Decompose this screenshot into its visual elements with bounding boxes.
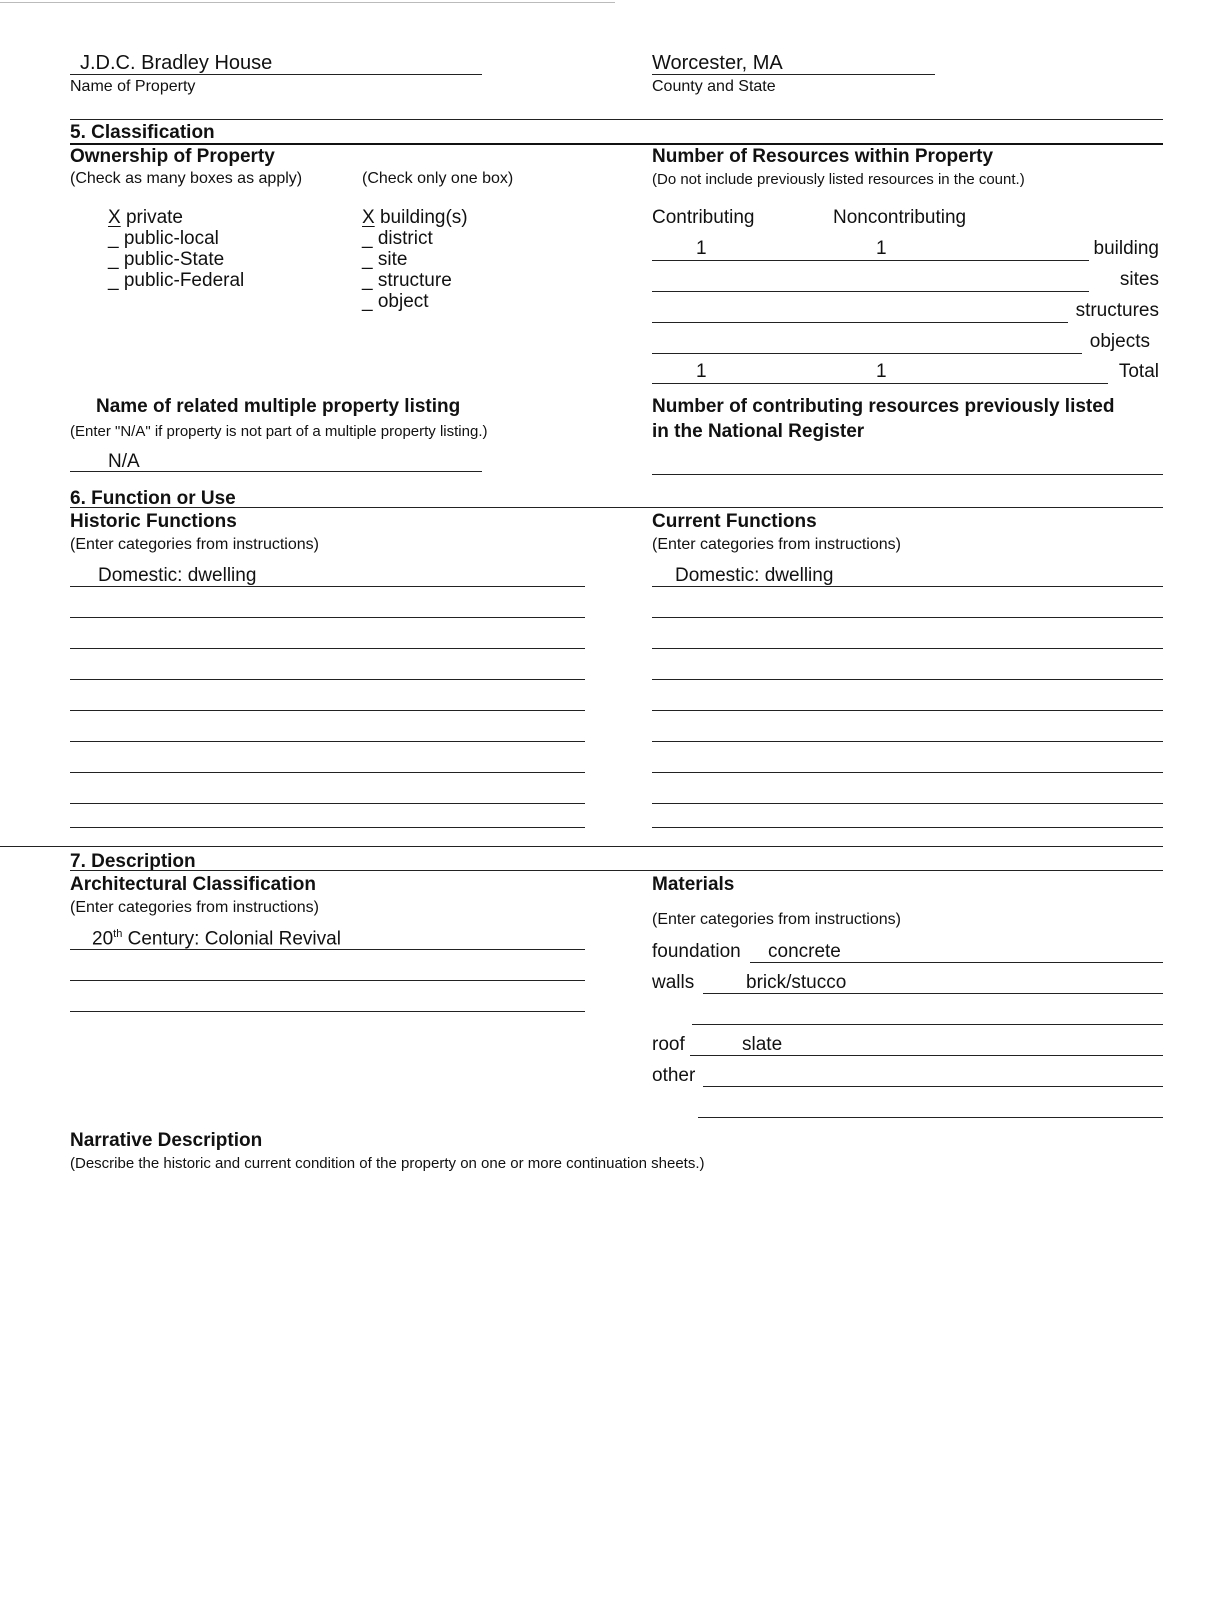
arch-value-text: Century: Colonial Revival xyxy=(122,928,341,950)
category-option-site[interactable] xyxy=(362,249,407,271)
current-functions-title: Current Functions xyxy=(652,511,817,532)
option-label: private xyxy=(125,207,183,228)
building-label: building xyxy=(1093,238,1159,259)
roof-label: roof xyxy=(652,1034,685,1055)
current-line xyxy=(652,617,1163,618)
option-label: public-Federal xyxy=(123,270,245,291)
arch-classification-note: (Enter categories from instructions) xyxy=(70,899,319,916)
building-contributing: 1 xyxy=(696,238,707,259)
section-6-bottom-rule xyxy=(0,846,1163,847)
total-contributing: 1 xyxy=(696,361,707,382)
historic-line xyxy=(70,710,585,711)
option-label: public-State xyxy=(123,249,225,270)
historic-functions-title: Historic Functions xyxy=(70,511,237,532)
objects-label: objects xyxy=(1089,331,1150,352)
previously-listed-title-2: in the National Register xyxy=(652,421,865,442)
current-line xyxy=(652,679,1163,680)
historic-line xyxy=(70,803,585,804)
historic-functions-value[interactable]: Domestic: dwelling xyxy=(98,565,257,586)
checkbox-mark: _ xyxy=(362,249,373,270)
option-label: public-local xyxy=(123,228,219,249)
current-functions-value[interactable]: Domestic: dwelling xyxy=(675,565,834,586)
section-7-heading: 7. Description xyxy=(70,851,196,872)
arch-value-number: 20 xyxy=(92,928,114,950)
roof-value[interactable]: slate xyxy=(742,1034,783,1055)
arch-line xyxy=(70,1011,585,1012)
section-6-rule xyxy=(70,507,1163,508)
narrative-note: (Describe the historic and current condition of the property on one or more continuation sheets.) xyxy=(70,1155,705,1172)
foundation-label: foundation xyxy=(652,941,741,962)
option-label: site xyxy=(377,249,408,270)
resources-note: (Do not include previously listed resources in the count.) xyxy=(652,171,1025,188)
other-label: other xyxy=(652,1065,696,1086)
category-option-district[interactable] xyxy=(362,228,433,250)
contributing-header: Contributing xyxy=(652,207,755,228)
checkbox-mark: _ xyxy=(108,270,119,291)
category-option-buildings[interactable] xyxy=(362,207,468,229)
ownership-option-public-local[interactable] xyxy=(108,228,219,250)
current-line xyxy=(652,772,1163,773)
county-state-line xyxy=(652,74,935,75)
category-option-structure[interactable] xyxy=(362,270,452,292)
option-label: object xyxy=(377,291,429,312)
ownership-option-private[interactable] xyxy=(108,207,183,229)
historic-line xyxy=(70,827,585,828)
total-label: Total xyxy=(1118,361,1159,382)
total-noncontributing: 1 xyxy=(876,361,887,382)
structures-label: structures xyxy=(1075,300,1159,321)
checkbox-mark: X xyxy=(108,207,121,228)
historic-line xyxy=(70,679,585,680)
historic-line xyxy=(70,741,585,742)
structures-line xyxy=(652,322,1068,323)
other-line xyxy=(703,1086,1163,1087)
historic-line xyxy=(70,648,585,649)
arch-line xyxy=(70,980,585,981)
materials-title: Materials xyxy=(652,874,735,895)
foundation-value[interactable]: concrete xyxy=(768,941,841,962)
historic-functions-note: (Enter categories from instructions) xyxy=(70,536,319,553)
materials-note: (Enter categories from instructions) xyxy=(652,911,901,928)
section-6-heading: 6. Function or Use xyxy=(70,488,236,509)
scan-edge xyxy=(0,2,615,3)
sites-label: sites xyxy=(1119,269,1159,290)
option-label: building(s) xyxy=(379,207,468,228)
checkbox-mark: _ xyxy=(362,270,373,291)
current-line xyxy=(652,827,1163,828)
historic-line xyxy=(70,617,585,618)
current-functions-note: (Enter categories from instructions) xyxy=(652,536,901,553)
building-noncontributing: 1 xyxy=(876,238,887,259)
related-listing-value[interactable]: N/A xyxy=(108,451,140,472)
related-listing-title: Name of related multiple property listing xyxy=(96,396,461,417)
checkbox-mark: _ xyxy=(108,249,119,270)
option-label: district xyxy=(377,228,433,249)
county-state-label: County and State xyxy=(652,78,776,95)
ownership-title: Ownership of Property xyxy=(70,146,275,167)
related-listing-note: (Enter "N/A" if property is not part of a multiple property listing.) xyxy=(70,423,488,440)
arch-classification-title: Architectural Classification xyxy=(70,874,317,895)
category-note: (Check only one box) xyxy=(362,170,514,187)
ownership-option-public-state[interactable] xyxy=(108,249,224,271)
current-line xyxy=(652,803,1163,804)
section-5-rule xyxy=(70,143,1163,145)
current-line xyxy=(652,710,1163,711)
walls-value[interactable]: brick/stucco xyxy=(746,972,847,993)
total-line xyxy=(652,383,1108,384)
objects-line xyxy=(652,353,1082,354)
previously-listed-line xyxy=(652,474,1163,475)
option-label: structure xyxy=(377,270,452,291)
related-listing-line xyxy=(70,471,482,472)
property-name-line xyxy=(70,74,482,75)
walls-line-2 xyxy=(692,1024,1163,1025)
resources-title: Number of Resources within Property xyxy=(652,146,994,167)
current-line xyxy=(652,586,1163,587)
current-line xyxy=(652,648,1163,649)
arch-line xyxy=(70,949,585,950)
checkbox-mark: _ xyxy=(108,228,119,249)
walls-label: walls xyxy=(652,972,695,993)
roof-line xyxy=(690,1055,1163,1056)
historic-line xyxy=(70,586,585,587)
checkbox-mark: _ xyxy=(362,291,373,312)
narrative-title: Narrative Description xyxy=(70,1130,263,1151)
ownership-note: (Check as many boxes as apply) xyxy=(70,170,303,187)
ownership-option-public-federal[interactable] xyxy=(108,270,244,292)
historic-line xyxy=(70,772,585,773)
checkbox-mark: X xyxy=(362,207,375,228)
section-5-heading: 5. Classification xyxy=(70,122,215,143)
category-option-object[interactable] xyxy=(362,291,429,313)
noncontributing-header: Noncontributing xyxy=(833,207,967,228)
checkbox-mark: _ xyxy=(362,228,373,249)
section-7-rule xyxy=(70,870,1163,871)
property-name-value: J.D.C. Bradley House xyxy=(80,52,273,74)
arch-classification-value[interactable] xyxy=(92,928,341,950)
previously-listed-title-1: Number of contributing resources previously listed xyxy=(652,396,1115,417)
sites-line xyxy=(652,291,1089,292)
foundation-line xyxy=(750,962,1163,963)
walls-line xyxy=(703,993,1163,994)
building-line xyxy=(652,260,1089,261)
property-name-label: Name of Property xyxy=(70,78,196,95)
county-state-value: Worcester, MA xyxy=(652,52,783,74)
current-line xyxy=(652,741,1163,742)
other-line-2 xyxy=(698,1117,1163,1118)
arch-value-ordinal: th xyxy=(113,928,123,940)
header-divider xyxy=(70,119,1163,120)
